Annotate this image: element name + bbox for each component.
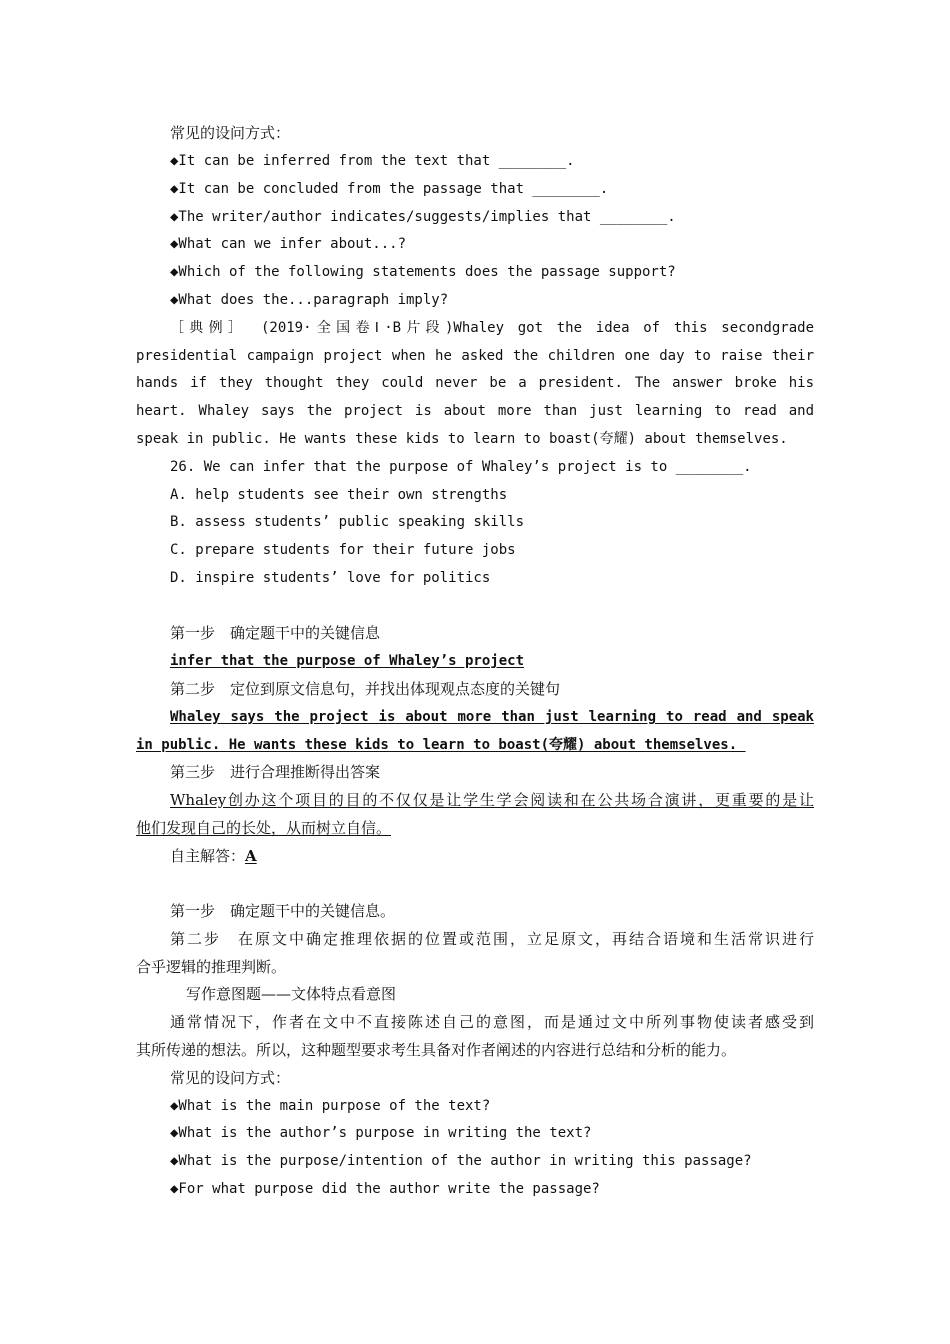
question-form-item: ◆It can be inferred from the text that ________.	[170, 153, 575, 169]
analysis-step-2-key: Whaley says the project is about more than just learning to read and speak	[170, 709, 814, 725]
answer-option-c: C. prepare students for their future jobs	[170, 542, 516, 558]
answer-option-b: B. assess students’ public speaking skills	[170, 514, 525, 530]
analysis-step-2: 第二步 定位到原文信息句，并找出体现观点态度的关键句	[170, 680, 561, 698]
example-passage-line: speak in public. He wants these kids to learn to boast(夸耀) about themselves.	[136, 431, 788, 447]
analysis-step-1: 第一步 确定题干中的关键信息	[170, 624, 381, 642]
example-passage-line: presidential campaign project when he asked the children one day to raise their	[136, 348, 814, 364]
analysis-step-1-key: infer that the purpose of Whaley’s project	[170, 653, 525, 669]
method-step-1: 第一步 确定题干中的关键信息。	[170, 902, 396, 920]
self-answer-value: A	[245, 847, 257, 865]
analysis-step-3-text: Whaley创办这个项目的目的不仅仅是让学生学会阅读和在公共场合演讲，更重要的是让	[170, 791, 814, 809]
question-form-item: ◆For what purpose did the author write the passage?	[170, 1181, 600, 1197]
question-forms-intro: 常见的设问方式：	[170, 1069, 291, 1087]
example-question: 26. We can infer that the purpose of Whaley’s project is to ________.	[170, 459, 752, 475]
question-form-item: ◆It can be concluded from the passage that ________.	[170, 181, 609, 197]
answer-option-a: A. help students see their own strengths	[170, 487, 508, 503]
self-answer	[170, 846, 814, 866]
section-heading: 写作意图题——文体特点看意图	[186, 985, 397, 1003]
analysis-step-2-key: in public. He wants these kids to learn to boast(夸耀) about themselves.	[136, 737, 746, 753]
example-passage-line: hands if they thought they could never be a president. The answer broke his	[136, 375, 814, 391]
question-forms-intro: 常见的设问方式：	[170, 124, 291, 142]
section-paragraph: 其所传递的想法。所以，这种题型要求考生具备对作者阐述的内容进行总结和分析的能力。	[136, 1041, 737, 1059]
question-form-item: ◆Which of the following statements does the passage support?	[170, 264, 676, 280]
answer-option-d: D. inspire students’ love for politics	[170, 570, 491, 586]
example-passage-line: heart. Whaley says the project is about more than just learning to read and	[136, 403, 814, 419]
question-form-item: ◆What can we infer about...?	[170, 236, 407, 252]
analysis-step-3-text: 他们发现自己的长处，从而树立自信。	[136, 819, 392, 837]
section-paragraph: 通常情况下，作者在文中不直接陈述自己的意图，而是通过文中所列事物使读者感受到	[170, 1013, 814, 1031]
self-answer-label: 自主解答：	[170, 847, 246, 865]
method-step-2: 合乎逻辑的推理判断。	[136, 958, 287, 976]
question-form-item: ◆What is the purpose/intention of the author in writing this passage?	[170, 1153, 752, 1169]
method-step-2: 第二步 在原文中确定推理依据的位置或范围，立足原文，再结合语境和生活常识进行	[170, 930, 814, 948]
question-form-item: ◆The writer/author indicates/suggests/implies that ________.	[170, 209, 676, 225]
question-form-item: ◆What is the author’s purpose in writing the text?	[170, 1125, 592, 1141]
question-form-item: ◆What does the...paragraph imply?	[170, 292, 449, 308]
question-form-item: ◆What is the main purpose of the text?	[170, 1098, 491, 1114]
analysis-step-3: 第三步 进行合理推断得出答案	[170, 763, 381, 781]
example-passage-line: ［典例］ (2019·全国卷Ⅰ·B片段)Whaley got the idea of this secondgrade	[170, 320, 814, 336]
